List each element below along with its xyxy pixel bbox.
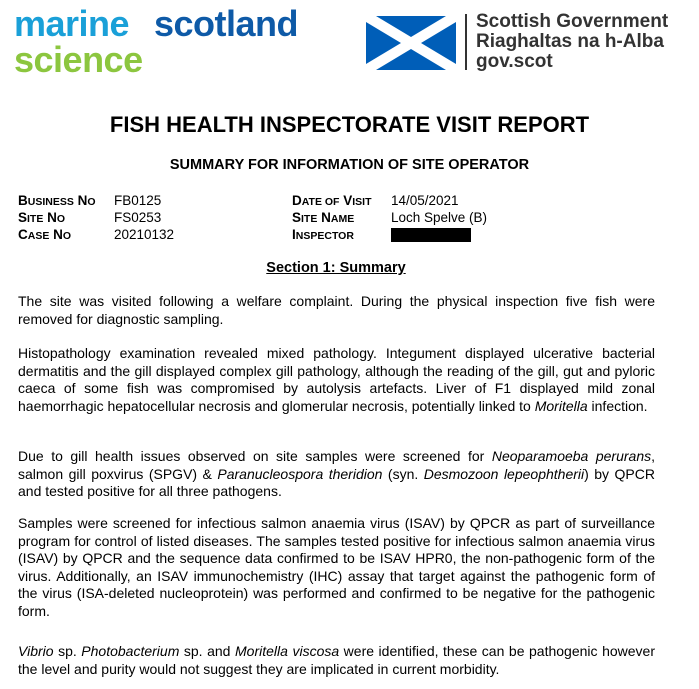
site-no-value: FS0253 xyxy=(114,210,162,225)
scottish-government-logo xyxy=(366,12,696,72)
summary-paragraph-3: Due to gill health issues observed on site samples were screened for Neoparamoeba perurans, salmon gill poxvirus (SPGV) & Paranucleospora theridion (syn. Desmozoon lepeophtherii) by QPCR and tested positive for all three pathogens. xyxy=(18,448,655,499)
business-no-label: BUSINESS NO xyxy=(18,193,96,208)
gov-logo-text xyxy=(476,12,668,72)
visit-details xyxy=(18,192,678,248)
summary-paragraph-5: Vibrio sp. Photobacterium sp. and Moritella viscosa were identified, these can be pathogenic however the level and purity would not suggest they are implicated in current morbidity. xyxy=(18,643,655,677)
logo-word-science: science xyxy=(14,39,143,80)
inspector-redacted-value xyxy=(391,228,471,242)
logo-divider xyxy=(465,14,467,70)
summary-paragraph-1: The site was visited following a welfare complaint. During the physical inspection five fish were removed for diagnostic sampling. xyxy=(18,293,655,327)
gov-line-2: Riaghaltas na h-Alba xyxy=(476,31,664,52)
business-no-value: FB0125 xyxy=(114,193,162,208)
logo-word-scotland: scotland xyxy=(154,3,299,44)
case-no-value: 20210132 xyxy=(114,227,175,242)
report-subtitle: SUMMARY FOR INFORMATION OF SITE OPERATOR xyxy=(169,157,530,173)
case-no-label: CASE NO xyxy=(18,227,72,242)
summary-paragraph-4: Samples were screened for infectious salmon anaemia virus (ISAV) by QPCR as part of surveillance program for control of listed diseases. The samples tested positive for infectious salmon anaemia virus (ISAV) by QPCR and the sequence data confirmed to be ISAV HPR0, the non-pathogenic form of the virus. Additionally, an ISAV immunochemistry (IHC) assay that target against the pathogenic form of the virus (ISA-deleted nucleoprotein) was performed and confirmed to be negative for the pathogenic form. xyxy=(18,515,655,619)
saltire-flag-icon xyxy=(366,16,456,70)
marine-scotland-science-logo xyxy=(14,4,314,78)
gov-line-1: Scottish Government xyxy=(476,11,669,32)
report-title: FISH HEALTH INSPECTORATE VISIT REPORT xyxy=(109,112,590,137)
date-of-visit-label: DATE OF VISIT xyxy=(292,193,372,208)
section-1-heading: Section 1: Summary xyxy=(266,260,406,276)
site-name-value: Loch Spelve (B) xyxy=(391,210,488,225)
date-of-visit-value: 14/05/2021 xyxy=(391,193,459,208)
summary-paragraph-2: Histopathology examination revealed mixed pathology. Integument displayed ulcerative bacterial dermatitis and the gill displayed complex gill pathology, although the reading of the gill, gut and pyloric caeca of some fish was compromised by autolysis artefacts. Liver of F1 displayed mild zonal haemorrhagic hepatocellular necrosis and glomerular necrosis, potentially linked to Moritella infection. xyxy=(18,345,655,414)
gov-line-3: gov.scot xyxy=(476,51,553,72)
site-no-label: SITE NO xyxy=(18,210,66,225)
logo-word-marine: marine xyxy=(14,3,130,44)
site-name-label: SITE NAME xyxy=(292,210,355,225)
inspector-label: INSPECTOR xyxy=(292,227,354,242)
